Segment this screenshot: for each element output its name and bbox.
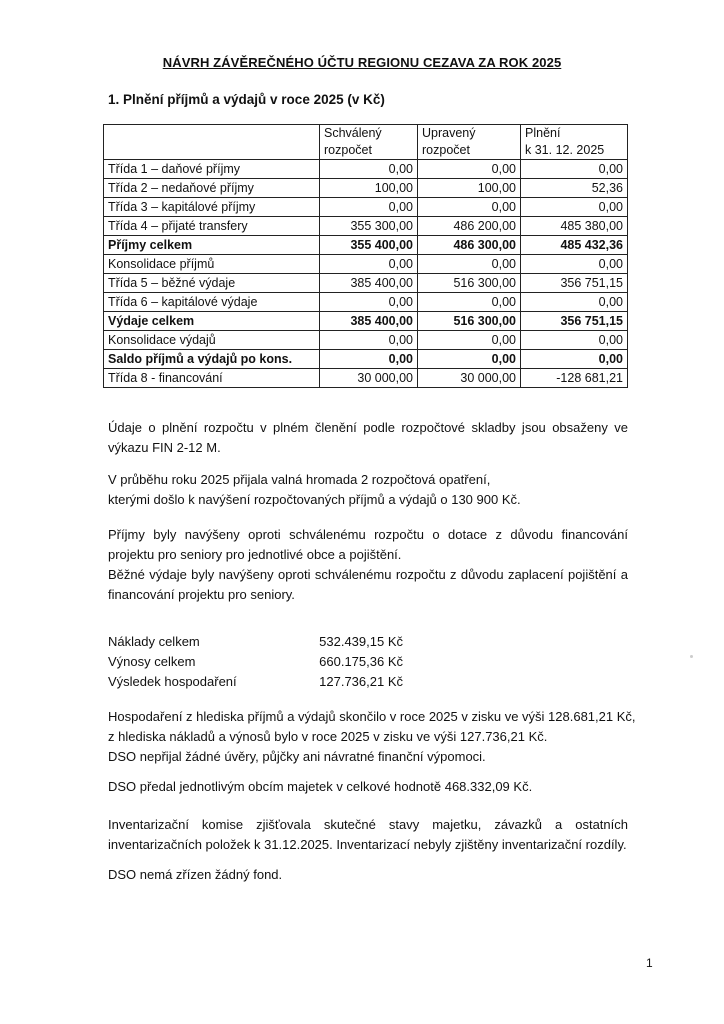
cell-plneni: 485 380,00	[521, 217, 628, 236]
cell-schvaleny: 0,00	[320, 198, 418, 217]
table-row	[104, 331, 628, 350]
cell-plneni: 52,36	[521, 179, 628, 198]
cell-schvaleny: 385 400,00	[320, 312, 418, 331]
cell-upraveny: 0,00	[418, 160, 521, 179]
table-row	[104, 274, 628, 293]
table-row	[104, 255, 628, 274]
financial-label: Výnosy celkem	[108, 654, 196, 669]
cell-schvaleny: 0,00	[320, 160, 418, 179]
cell-plneni: 356 751,15	[521, 312, 628, 331]
paragraph-income-increase: Příjmy byly navýšeny oproti schválenému rozpočtu o dotace z důvodu financování projektu pro seniory pro jednotlivé obce a pojištění.	[108, 527, 628, 562]
cell-upraveny: 486 200,00	[418, 217, 521, 236]
cell-plneni: 0,00	[521, 160, 628, 179]
cell-upraveny: 0,00	[418, 350, 521, 369]
financial-label: Náklady celkem	[108, 634, 200, 649]
cell-plneni: 0,00	[521, 198, 628, 217]
table-row-total	[104, 350, 628, 369]
row-label: Třída 5 – běžné výdaje	[104, 274, 320, 293]
row-label: Třída 4 – přijaté transfery	[104, 217, 320, 236]
cell-upraveny: 0,00	[418, 293, 521, 312]
row-label: Třída 2 – nedaňové příjmy	[104, 179, 320, 198]
paragraph-fund: DSO nemá zřízen žádný fond.	[108, 867, 283, 882]
table-row	[104, 179, 628, 198]
cell-upraveny: 100,00	[418, 179, 521, 198]
section-heading: 1. Plnění příjmů a výdajů v roce 2025 (v Kč)	[108, 92, 385, 107]
financial-label: Výsledek hospodaření	[108, 674, 237, 689]
paragraph-property-transfer: DSO předal jednotlivým obcím majetek v celkové hodnotě 468.332,09 Kč.	[108, 779, 533, 794]
table-row	[104, 160, 628, 179]
cell-upraveny: 516 300,00	[418, 274, 521, 293]
financial-value: 532.439,15 Kč	[319, 634, 403, 649]
budget-table	[103, 124, 628, 388]
row-label: Saldo příjmů a výdajů po kons.	[104, 350, 320, 369]
row-label: Konsolidace výdajů	[104, 331, 320, 350]
cell-schvaleny: 30 000,00	[320, 369, 418, 388]
table-row-total	[104, 236, 628, 255]
row-label: Konsolidace příjmů	[104, 255, 320, 274]
paragraph-expense-increase: Běžné výdaje byly navýšeny oproti schválenému rozpočtu z důvodu zaplacení pojištění a financování projektu pro seniory.	[108, 567, 628, 602]
cell-schvaleny: 0,00	[320, 255, 418, 274]
paragraph-fin-report: Údaje o plnění rozpočtu v plném členění podle rozpočtové skladby jsou obsaženy ve výkazu FIN 2-12 M.	[108, 420, 628, 455]
row-label: Třída 3 – kapitálové příjmy	[104, 198, 320, 217]
row-label: Příjmy celkem	[104, 236, 320, 255]
cell-schvaleny: 355 400,00	[320, 236, 418, 255]
cell-schvaleny: 385 400,00	[320, 274, 418, 293]
cell-upraveny: 516 300,00	[418, 312, 521, 331]
paragraph-economy-result: Hospodaření z hlediska příjmů a výdajů skončilo v roce 2025 v zisku ve výši 128.681,21 Kč, z hlediska nákladů a výnosů bylo v roce 2025 v zisku ve výši 127.736,21 Kč. DSO nepřijal žádné úvěry, půjčky ani návratné finanční výpomoci.	[108, 709, 636, 764]
page-number: 1	[646, 956, 653, 970]
cell-upraveny: 0,00	[418, 198, 521, 217]
cell-schvaleny: 0,00	[320, 293, 418, 312]
header-upraveny: Upravený rozpočet	[418, 125, 521, 160]
header-schvaleny: Schválený rozpočet	[320, 125, 418, 160]
row-label: Třída 1 – daňové příjmy	[104, 160, 320, 179]
financial-value: 127.736,21 Kč	[319, 674, 403, 689]
cell-upraveny: 486 300,00	[418, 236, 521, 255]
table-row	[104, 369, 628, 388]
header-empty-cell	[104, 125, 320, 160]
paragraph-inventory: Inventarizační komise zjišťovala skutečné stavy majetku, závazků a ostatních inventarizačních položek k 31.12.2025. Inventarizací nebyly zjištěny inventarizační rozdíly.	[108, 817, 628, 852]
cell-plneni: 0,00	[521, 293, 628, 312]
cell-schvaleny: 100,00	[320, 179, 418, 198]
cell-upraveny: 30 000,00	[418, 369, 521, 388]
row-label: Třída 6 – kapitálové výdaje	[104, 293, 320, 312]
table-row	[104, 293, 628, 312]
cell-plneni: 0,00	[521, 255, 628, 274]
cell-schvaleny: 0,00	[320, 350, 418, 369]
document-title: NÁVRH ZÁVĚREČNÉHO ÚČTU REGIONU CEZAVA ZA ROK 2025	[162, 55, 562, 70]
table-row-total	[104, 312, 628, 331]
table-row	[104, 198, 628, 217]
cell-plneni: 485 432,36	[521, 236, 628, 255]
table-row	[104, 217, 628, 236]
financial-value: 660.175,36 Kč	[319, 654, 403, 669]
cell-plneni: 0,00	[521, 350, 628, 369]
row-label: Výdaje celkem	[104, 312, 320, 331]
cell-upraveny: 0,00	[418, 331, 521, 350]
cell-plneni: 0,00	[521, 331, 628, 350]
cell-upraveny: 0,00	[418, 255, 521, 274]
cell-plneni: -128 681,21	[521, 369, 628, 388]
header-plneni: Plnění k 31. 12. 2025	[521, 125, 628, 160]
cell-plneni: 356 751,15	[521, 274, 628, 293]
cell-schvaleny: 0,00	[320, 331, 418, 350]
row-label: Třída 8 - financování	[104, 369, 320, 388]
cell-schvaleny: 355 300,00	[320, 217, 418, 236]
paragraph-budget-measures: V průběhu roku 2025 přijala valná hromada 2 rozpočtová opatření, kterými došlo k navýšení rozpočtovaných příjmů a výdajů o 130 900 Kč.	[108, 472, 521, 507]
scan-speck	[690, 655, 693, 658]
table-header-row	[104, 125, 628, 160]
